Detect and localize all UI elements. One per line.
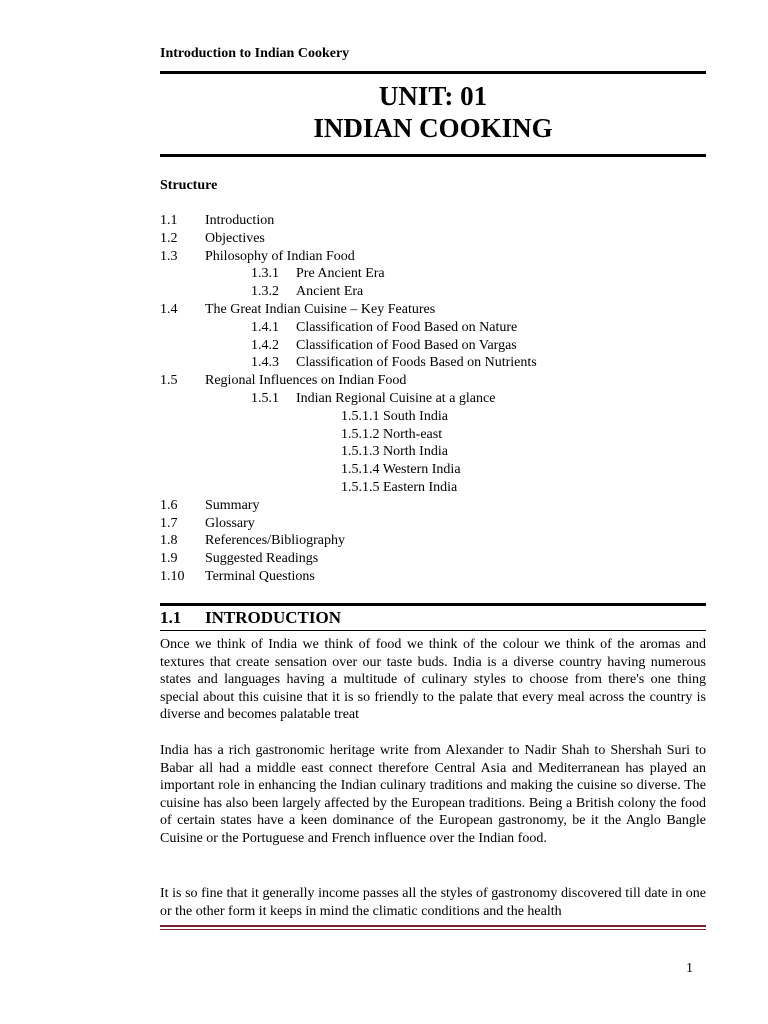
unit-number: UNIT: 01	[378, 81, 488, 111]
paragraph: Once we think of India we think of food we think of the colour we think of the aromas and textures that create sensation over our taste buds. India is a diverse country having numerous states and languages having a multitude of culinary styles to choose from there's one thing special about this cuisine that it is so friendly to the palate that every meal across the country is diverse and becomes palatable treat	[160, 637, 706, 723]
table-of-contents	[160, 212, 706, 586]
toc-item	[160, 390, 706, 408]
toc-item-number: 1.5.1.1 South India	[341, 408, 448, 424]
toc-item-number: 1.10	[160, 568, 185, 584]
toc-item-number: 1.5.1	[251, 390, 279, 406]
toc-item	[160, 479, 706, 497]
toc-item-number: 1.3.2	[251, 284, 279, 300]
unit-title	[160, 80, 706, 144]
toc-item	[160, 372, 706, 390]
toc-item	[160, 319, 706, 337]
footer-rule	[160, 925, 706, 927]
toc-item-number: 1.5.1.2 North-east	[341, 426, 443, 442]
toc-item	[160, 550, 706, 568]
toc-item-number: 1.7	[160, 515, 178, 531]
toc-item-label: Summary	[205, 497, 260, 513]
toc-item-label: Objectives	[205, 230, 265, 246]
toc-item-label: Classification of Food Based on Vargas	[296, 337, 517, 353]
toc-item-number: 1.1	[160, 213, 178, 228]
toc-item	[160, 248, 706, 266]
section-title: INTRODUCTION	[205, 608, 342, 627]
toc-item-label: Introduction	[205, 213, 275, 228]
toc-item	[160, 515, 706, 533]
toc-item-number: 1.3	[160, 248, 178, 264]
toc-item-number: 1.5.1.5 Eastern India	[341, 479, 458, 495]
toc-item-label: References/Bibliography	[205, 533, 345, 549]
toc-item	[160, 212, 706, 230]
toc-item-label: Classification of Foods Based on Nutrients	[296, 355, 537, 371]
toc-item	[160, 443, 706, 461]
toc-item-label: Regional Influences on Indian Food	[205, 373, 407, 389]
page-number: 1	[686, 961, 693, 976]
toc-item-number: 1.4	[160, 301, 178, 317]
toc-item-label: Ancient Era	[296, 284, 364, 300]
toc-item	[160, 337, 706, 355]
paragraph: India has a rich gastronomic heritage write from Alexander to Nadir Shah to Shershah Suri to Babar all had a middle east connect therefore Central Asia and Mediterranean has played an important role in enhancing the Indian culinary traditions and making the cuisine so diverse. The cuisine has also been largely affected by the European traditions. Being a British colony the food of certain states have a keen dominance of the European gastronomy, be it the Anglo Bangle Cuisine or the Portuguese and French influence over the Indian food.	[160, 743, 706, 846]
toc-item	[160, 461, 706, 479]
structure-label: Structure	[160, 178, 218, 193]
toc-item-number: 1.8	[160, 533, 178, 549]
toc-item-label: Indian Regional Cuisine at a glance	[296, 390, 496, 406]
toc-item-number: 1.6	[160, 497, 178, 513]
toc-item-number: 1.4.2	[251, 337, 279, 353]
toc-item	[160, 265, 706, 283]
running-head: Introduction to Indian Cookery	[160, 46, 350, 61]
toc-item-label: Terminal Questions	[205, 568, 315, 584]
toc-item	[160, 230, 706, 248]
toc-item-number: 1.4.3	[251, 355, 279, 371]
toc-item	[160, 568, 706, 586]
toc-item-number: 1.3.1	[251, 266, 279, 282]
toc-item	[160, 408, 706, 426]
toc-item	[160, 426, 706, 444]
toc-item	[160, 354, 706, 372]
section-rule	[160, 603, 706, 606]
unit-name: INDIAN COOKING	[313, 113, 553, 143]
footer-rule-thin	[160, 929, 706, 930]
header-rule-top	[160, 71, 706, 74]
toc-item	[160, 497, 706, 515]
toc-item-label: Philosophy of Indian Food	[205, 248, 355, 264]
toc-item	[160, 301, 706, 319]
toc-item-label: Suggested Readings	[205, 551, 319, 567]
section-number: 1.1	[160, 608, 182, 627]
toc-item-number: 1.4.1	[251, 319, 279, 335]
toc-item	[160, 283, 706, 301]
toc-item-number: 1.5.1.4 Western India	[341, 462, 461, 478]
section-underline	[160, 630, 706, 631]
toc-item-number: 1.5	[160, 373, 178, 389]
toc-item-label: Classification of Food Based on Nature	[296, 319, 518, 335]
toc-item-number: 1.9	[160, 551, 178, 567]
toc-item-label: The Great Indian Cuisine – Key Features	[205, 301, 436, 317]
toc-item-label: Pre Ancient Era	[296, 266, 385, 282]
toc-item-label: Glossary	[205, 515, 255, 531]
paragraph: It is so fine that it generally income passes all the styles of gastronomy discovered till date in one or the other form it keeps in mind the climatic conditions and the health	[160, 886, 706, 919]
toc-item-number: 1.5.1.3 North India	[341, 444, 448, 460]
toc-item-number: 1.2	[160, 230, 178, 246]
toc-item	[160, 532, 706, 550]
header-rule-bottom	[160, 154, 706, 157]
